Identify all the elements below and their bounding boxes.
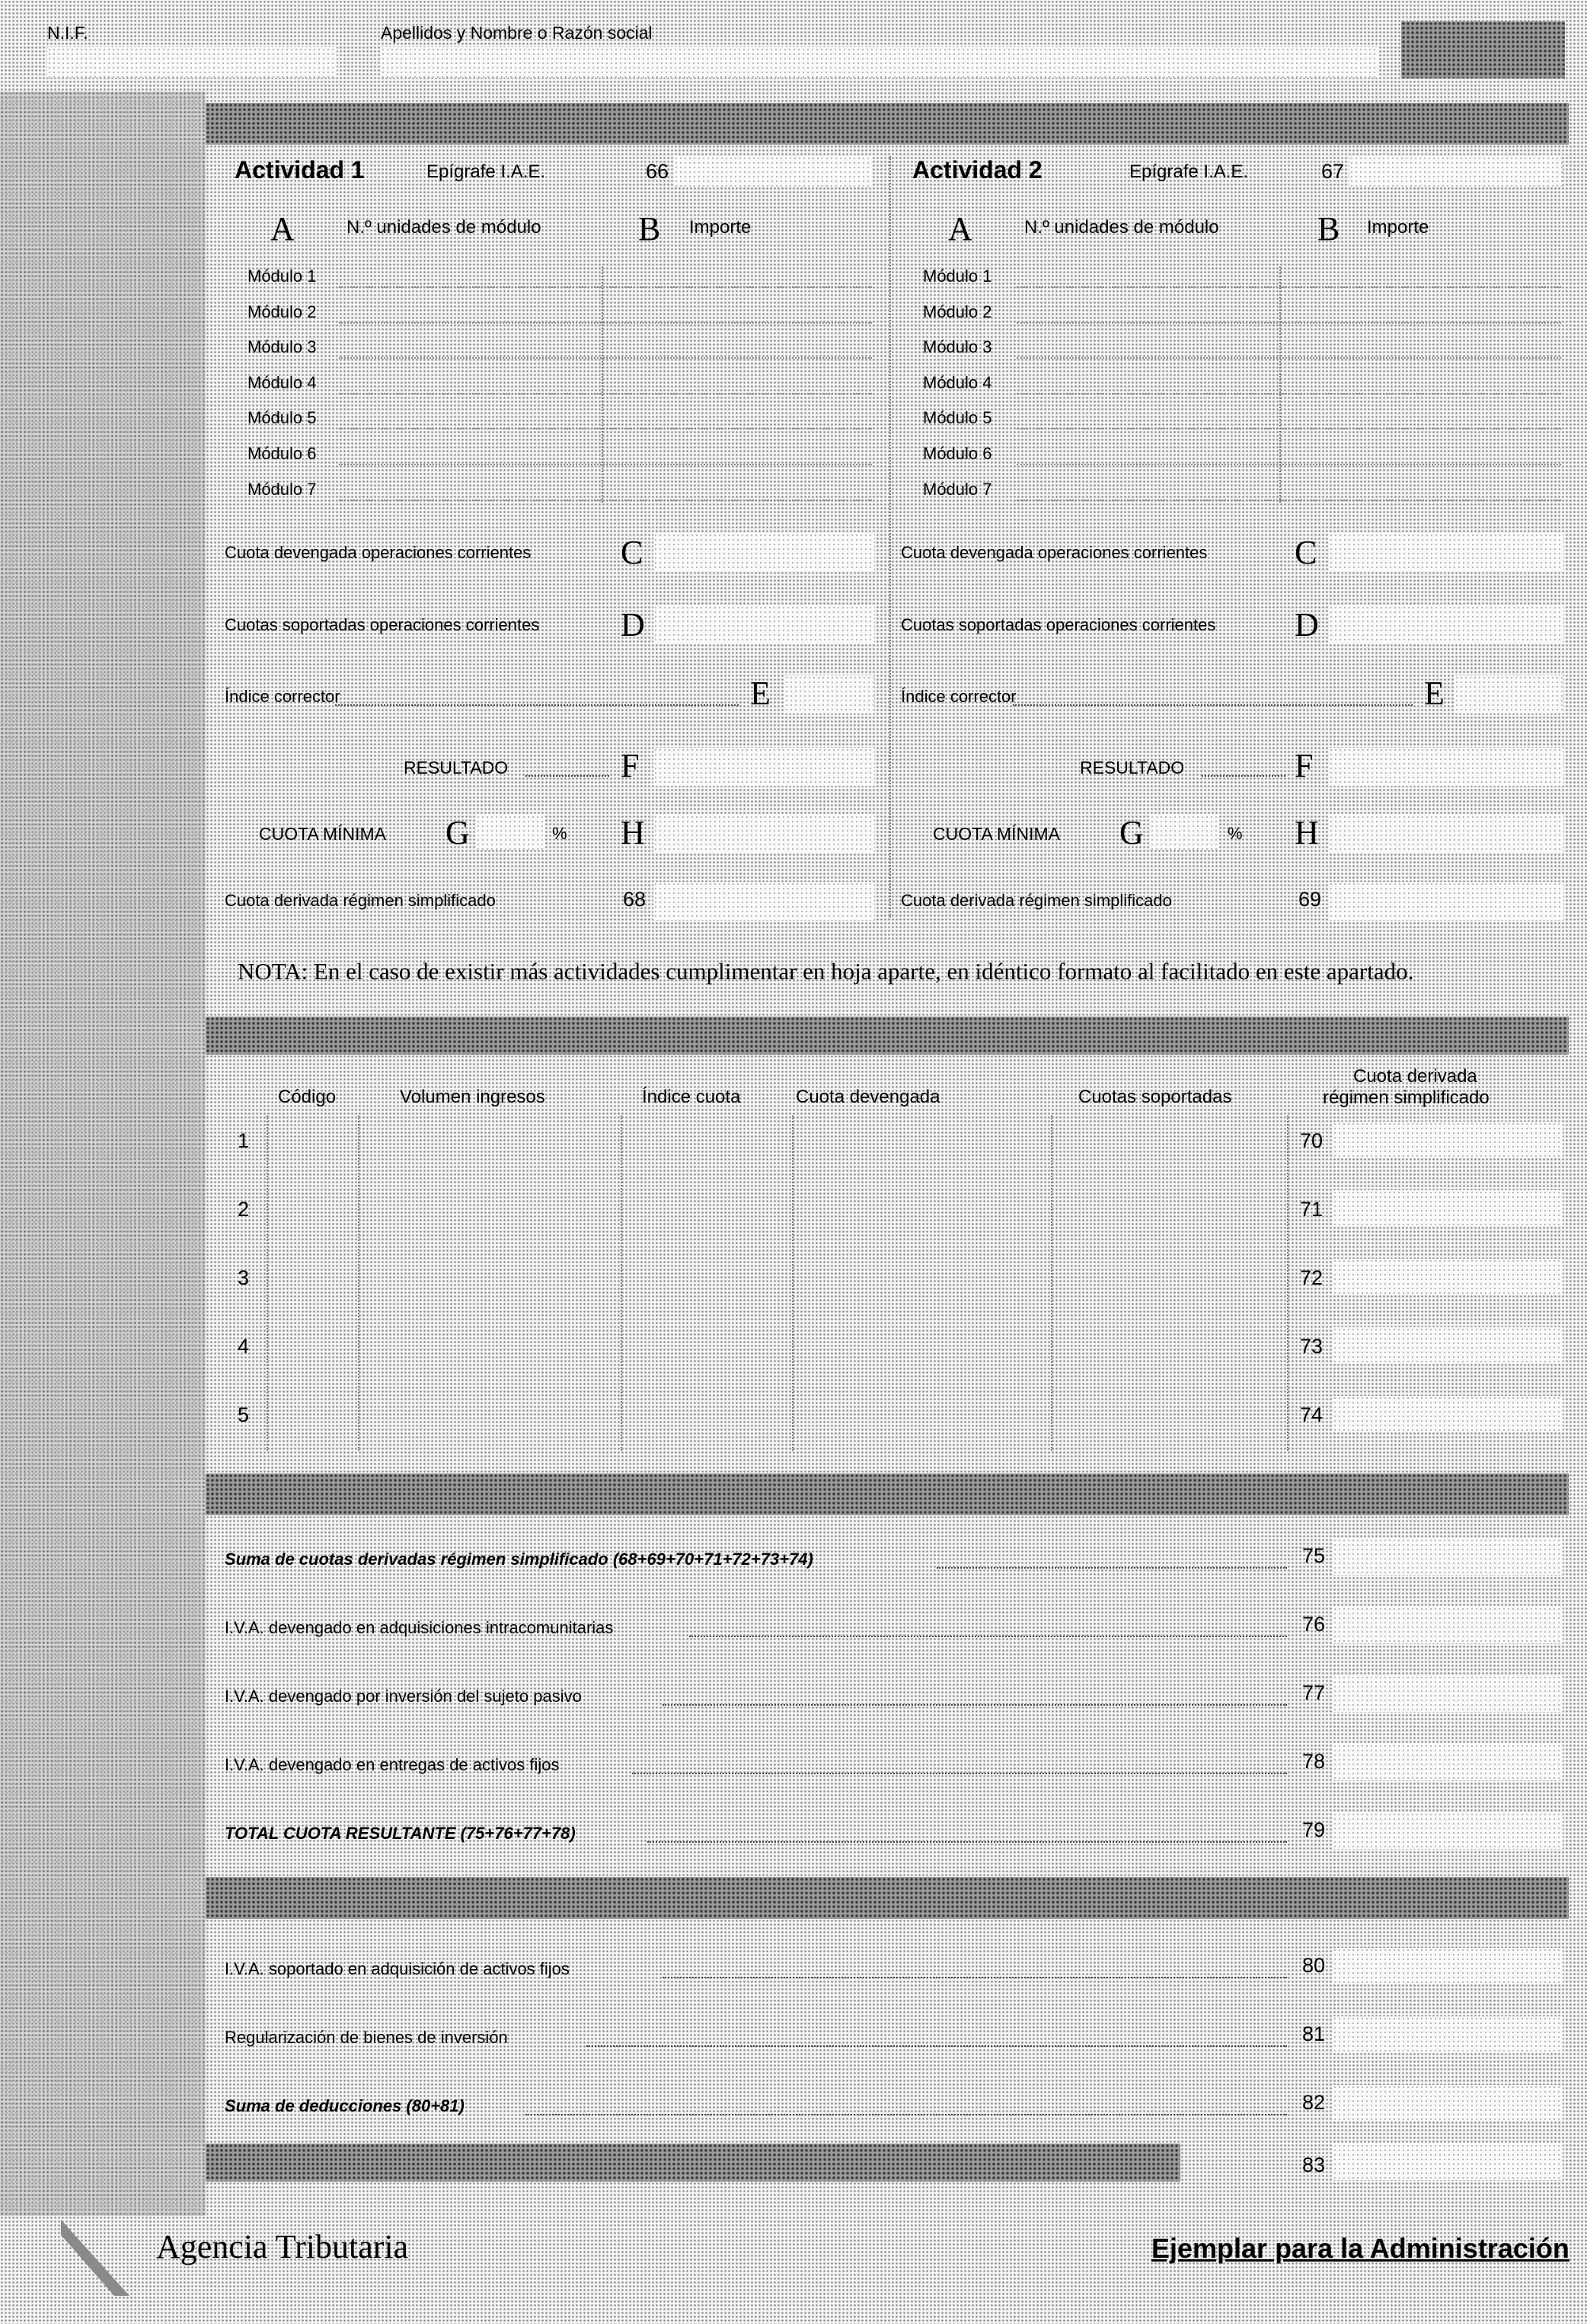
casilla-68: 68 (623, 888, 647, 911)
casilla-71: 71 (1300, 1198, 1324, 1221)
cuota-minima-label: CUOTA MÍNIMA (259, 824, 386, 844)
cuota-derivada-label: Cuota derivada régimen simplificado (225, 891, 496, 910)
section-header-band (206, 103, 1569, 145)
letter-f: F (621, 747, 640, 784)
liquidacion-label: TOTAL CUOTA RESULTANTE (75+76+77+78) (225, 1824, 576, 1843)
casilla-75: 75 (1302, 1544, 1326, 1567)
name-field[interactable] (381, 47, 1378, 78)
letter-h: H (621, 814, 645, 851)
casilla-73: 73 (1300, 1335, 1324, 1358)
cuota-minima-pct-field[interactable] (476, 815, 544, 850)
deduccion-label: I.V.A. soportado en adquisición de activos fijos (225, 1959, 570, 1978)
liquidacion-label: I.V.A. devengado en entregas de activos fijos (225, 1755, 560, 1774)
letter-h: H (1295, 814, 1319, 851)
modulo-label: Módulo 7 (247, 480, 317, 499)
ejemplar-label: Ejemplar para la Administración (1151, 2233, 1569, 2264)
agency-logo-icon (53, 2212, 137, 2303)
casilla-74: 74 (1300, 1403, 1324, 1426)
modulo-label: Módulo 6 (247, 444, 317, 463)
indice-corrector-label: Índice corrector (225, 687, 340, 706)
casilla-82: 82 (1302, 2091, 1326, 2114)
casilla-72: 72 (1300, 1266, 1324, 1289)
epigrafe-field[interactable] (674, 156, 872, 187)
table-header: Código (278, 1087, 337, 1107)
resultado-field[interactable] (1329, 748, 1563, 786)
casilla-79-field[interactable] (1333, 1812, 1563, 1849)
casilla-76: 76 (1302, 1613, 1326, 1636)
cuota-devengada-label: Cuota devengada operaciones corrientes (225, 543, 532, 562)
actividad-2-title: Actividad 2 (912, 156, 1043, 184)
cuota-devengada-field[interactable] (653, 533, 874, 571)
table-header: Cuota devengada (796, 1087, 940, 1107)
col-a-letter: A (270, 210, 295, 247)
modulo-label: Módulo 1 (247, 267, 317, 286)
col-b-label: Importe (1367, 217, 1429, 238)
letter-d: D (621, 606, 645, 643)
nif-field[interactable] (47, 47, 337, 78)
casilla-78: 78 (1302, 1750, 1326, 1773)
letter-e: E (1424, 675, 1445, 712)
cuotas-soportadas-label: Cuotas soportadas operaciones corrientes (901, 615, 1216, 634)
table-row-number: 1 (238, 1129, 250, 1152)
modulo-label: Módulo 2 (247, 302, 317, 321)
percent-sign: % (552, 824, 567, 843)
casilla-77-field[interactable] (1333, 1675, 1563, 1712)
agency-name: Agencia Tributaria (156, 2228, 409, 2265)
name-label: Apellidos y Nombre o Razón social (381, 23, 653, 43)
section-header-band (206, 1877, 1569, 1919)
epigrafe-field[interactable] (1349, 156, 1563, 187)
epigrafe-label: Epígrafe I.A.E. (1129, 161, 1249, 182)
casilla-83: 83 (1302, 2153, 1326, 2176)
liquidacion-label: I.V.A. devengado por inversión del sujeto pasivo (225, 1687, 582, 1706)
casilla-77: 77 (1302, 1681, 1326, 1704)
cuota-derivada-field[interactable] (653, 882, 874, 920)
section-header-band (206, 1017, 1569, 1055)
cuota-minima-label: CUOTA MÍNIMA (933, 824, 1060, 844)
col-a-letter: A (948, 210, 972, 247)
cuotas-soportadas-field[interactable] (653, 605, 874, 643)
indice-corrector-label: Índice corrector (901, 687, 1017, 706)
letter-f: F (1295, 747, 1314, 784)
deduccion-label: Suma de deducciones (80+81) (225, 2096, 465, 2115)
table-row-number: 2 (238, 1198, 250, 1221)
percent-sign: % (1228, 824, 1243, 843)
cuota-derivada-field[interactable] (1329, 882, 1563, 920)
letter-g: G (1119, 814, 1144, 851)
col-b-label: Importe (689, 217, 752, 238)
nif-label: N.I.F. (47, 23, 88, 43)
casilla-79: 79 (1302, 1818, 1326, 1841)
table-row-field[interactable] (1333, 1259, 1563, 1295)
actividad-1-title: Actividad 1 (235, 156, 365, 184)
modulo-label: Módulo 1 (923, 267, 992, 286)
table-header: Cuotas soportadas (1078, 1087, 1232, 1107)
table-header: régimen simplificado (1323, 1087, 1490, 1108)
table-row-field[interactable] (1333, 1190, 1563, 1227)
epigrafe-code: 67 (1321, 160, 1345, 183)
modulo-label: Módulo 3 (247, 337, 317, 356)
table-header: Volumen ingresos (400, 1087, 545, 1107)
col-a-label: N.º unidades de módulo (1024, 217, 1219, 238)
liquidacion-label: Suma de cuotas derivadas régimen simplificado (68+69+70+71+72+73+74) (225, 1550, 813, 1569)
letter-d: D (1295, 606, 1319, 643)
col-b-letter: B (638, 210, 661, 247)
casilla-81: 81 (1302, 2022, 1326, 2045)
table-row-number: 3 (238, 1266, 250, 1289)
casilla-80-field[interactable] (1333, 1948, 1563, 1984)
casilla-69: 69 (1298, 888, 1322, 911)
table-row-number: 4 (238, 1335, 250, 1358)
resultado-label: RESULTADO (1080, 758, 1185, 777)
letter-c: C (621, 534, 643, 571)
casilla-82-field[interactable] (1333, 2085, 1563, 2121)
liquidacion-label: I.V.A. devengado en adquisiciones intracomunitarias (225, 1618, 614, 1637)
letter-c: C (1295, 534, 1317, 571)
table-row-field[interactable] (1333, 1122, 1563, 1158)
cuota-minima-field[interactable] (1329, 815, 1563, 853)
table-header: Índice cuota (642, 1087, 741, 1107)
table-header: Cuota derivada (1353, 1066, 1477, 1087)
resultado-field[interactable] (653, 748, 874, 786)
page-number-badge (1401, 21, 1565, 78)
casilla-70: 70 (1300, 1129, 1324, 1152)
cuota-minima-field[interactable] (653, 815, 874, 853)
col-b-letter: B (1317, 210, 1340, 247)
indice-field[interactable] (784, 675, 874, 713)
deduccion-label: Regularización de bienes de inversión (225, 2028, 508, 2047)
modulo-label: Módulo 4 (247, 373, 317, 392)
resultado-label: RESULTADO (404, 758, 509, 777)
cuota-devengada-field[interactable] (1329, 533, 1563, 571)
casilla-76-field[interactable] (1333, 1607, 1563, 1643)
table-row-field[interactable] (1333, 1327, 1563, 1364)
letter-g: G (445, 814, 470, 851)
table-row-number: 5 (238, 1403, 250, 1426)
casilla-75-field[interactable] (1333, 1538, 1563, 1575)
indice-field[interactable] (1454, 675, 1563, 713)
epigrafe-label: Epígrafe I.A.E. (426, 161, 546, 182)
left-margin-pattern (0, 91, 206, 2216)
resultado-band (206, 2144, 1180, 2182)
modulo-label: Módulo 5 (247, 408, 317, 427)
casilla-83-field[interactable] (1333, 2144, 1563, 2180)
table-row-field[interactable] (1333, 1396, 1563, 1432)
modulo-label: Módulo 2 (923, 302, 992, 321)
section-header-band (206, 1473, 1569, 1515)
casilla-78-field[interactable] (1333, 1744, 1563, 1780)
casilla-80: 80 (1302, 1954, 1326, 1977)
casilla-81-field[interactable] (1333, 2016, 1563, 2053)
modulo-label: Módulo 7 (923, 480, 992, 499)
modulo-label: Módulo 4 (923, 373, 992, 392)
nota-text: NOTA: En el caso de existir más actividades cumplimentar en hoja aparte, en idéntico formato al facilitado en este apartado. (238, 958, 1414, 985)
cuotas-soportadas-field[interactable] (1329, 605, 1563, 643)
modulo-label: Módulo 3 (923, 337, 992, 356)
cuota-devengada-label: Cuota devengada operaciones corrientes (901, 543, 1208, 562)
letter-e: E (750, 675, 771, 712)
cuota-minima-pct-field[interactable] (1150, 815, 1218, 850)
modulo-label: Módulo 5 (923, 408, 992, 427)
modulo-label: Módulo 6 (923, 444, 992, 463)
cuota-derivada-label: Cuota derivada régimen simplificado (901, 891, 1172, 910)
col-a-label: N.º unidades de módulo (346, 217, 541, 238)
cuotas-soportadas-label: Cuotas soportadas operaciones corrientes (225, 615, 540, 634)
epigrafe-code: 66 (646, 160, 669, 183)
